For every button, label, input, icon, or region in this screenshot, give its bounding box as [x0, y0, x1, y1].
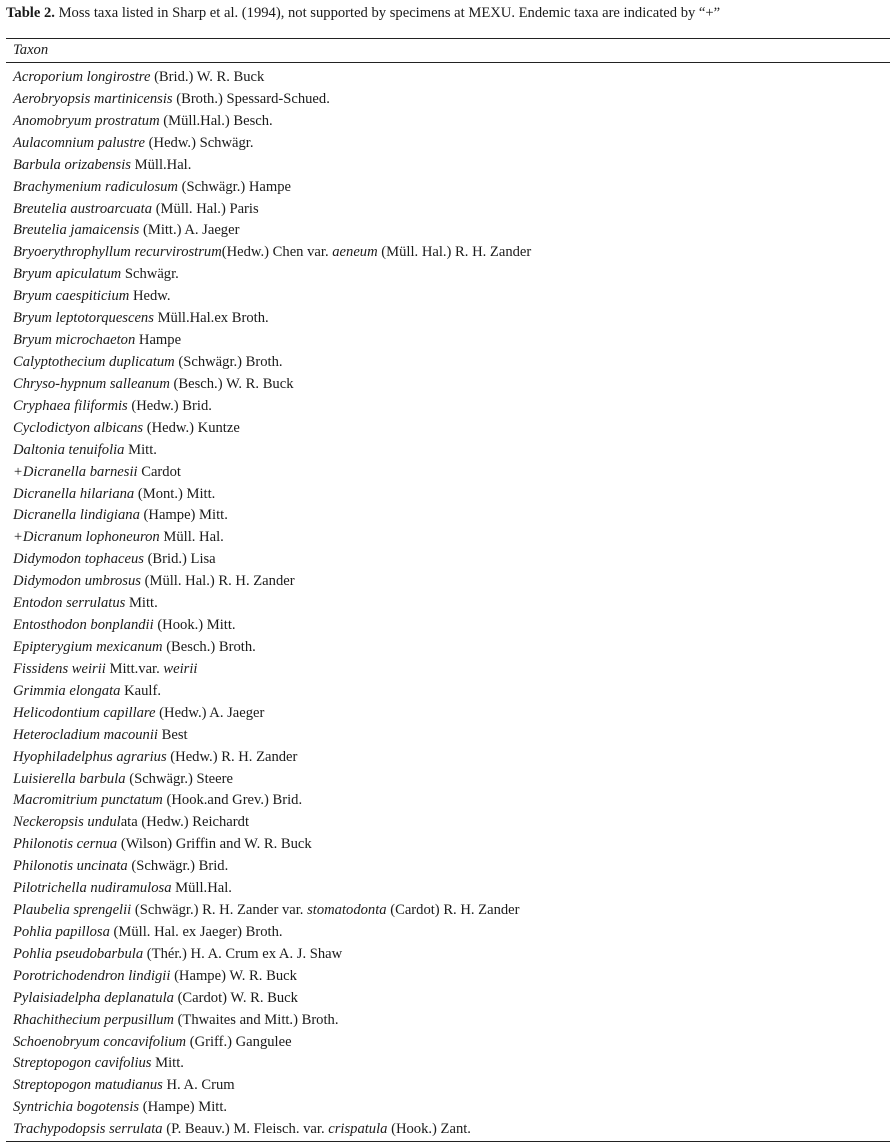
- taxon-name: Anomobryum prostratum: [13, 112, 160, 129]
- taxon-authority: Best: [157, 726, 188, 743]
- table-row: [13, 593, 883, 615]
- taxon-name: Syntrichia bogotensis: [13, 1099, 140, 1116]
- taxon-name: Dicranella lindigiana: [13, 507, 140, 524]
- taxon-authority: (Hampe) Mitt.: [139, 507, 228, 524]
- taxon-authority: (Hedw.) A. Jaeger: [155, 704, 265, 721]
- table-row: [13, 1119, 883, 1141]
- taxon-name: Bryoerythrophyllum recurvirostrum: [13, 244, 222, 261]
- table-row: [13, 878, 883, 900]
- taxon-name: Philonotis uncinata: [13, 858, 128, 875]
- table-caption: [6, 4, 890, 22]
- taxon-name: aeneum: [332, 244, 378, 261]
- taxon-authority: (Müll.Hal.) Besch.: [159, 112, 273, 129]
- taxon-name: Philonotis cernua: [13, 836, 118, 853]
- table-row: [13, 615, 883, 637]
- taxon-name: Pohlia pseudobarbula: [13, 945, 144, 962]
- taxon-authority: (Schwägr.) Brid.: [127, 858, 229, 875]
- taxon-name: Luisierella barbula: [13, 770, 126, 787]
- table-row: [13, 352, 883, 374]
- taxon-name: Pohlia papillosa: [13, 923, 110, 940]
- taxon-name: Pylaisiadelpha deplanatula: [13, 989, 174, 1006]
- taxon-name: Pilotrichella nudiramulosa: [13, 880, 172, 897]
- taxon-authority: (Hedw.) Kuntze: [143, 419, 240, 436]
- taxon-name: Chryso-hypnum salleanum: [13, 375, 170, 392]
- taxon-authority: (Brid.) Lisa: [143, 551, 216, 568]
- taxon-name: Acroporium longirostre: [13, 69, 151, 85]
- table-row: [13, 747, 883, 769]
- table-row: [13, 1010, 883, 1032]
- taxon-authority: (Hook.and Grev.) Brid.: [162, 792, 303, 809]
- taxon-name: Macromitrium punctatum: [13, 792, 163, 809]
- table-row: [13, 769, 883, 791]
- table-row: [13, 396, 883, 418]
- taxon-authority: Hedw.: [129, 288, 171, 305]
- table-row: [13, 242, 883, 264]
- taxon-authority: (P. Beauv.) M. Fleisch. var.: [162, 1121, 329, 1138]
- taxon-name: Trachypodopsis serrulata: [13, 1121, 163, 1138]
- taxon-authority: Müll. Hal.: [159, 529, 224, 546]
- table-row: [13, 440, 883, 462]
- taxon-name: Helicodontium capillare: [13, 704, 156, 721]
- taxon-authority: Müll.Hal.: [171, 880, 232, 897]
- taxon-authority: (Hedw.) Chen var.: [221, 244, 333, 261]
- taxon-authority: (Hook.) Mitt.: [153, 617, 236, 634]
- taxon-name: stomatodonta: [307, 902, 387, 919]
- taxon-name: Calyptothecium duplicatum: [13, 353, 175, 370]
- table-row: [13, 988, 883, 1010]
- table-row: [13, 111, 883, 133]
- table-row: [13, 89, 883, 111]
- table-bottom-rule: [6, 1141, 890, 1142]
- table-header-rule: [6, 62, 890, 63]
- taxon-authority: (Hedw.) Schwägr.: [145, 134, 254, 151]
- taxon-name: Cyclodictyon albicans: [13, 419, 144, 436]
- taxon-name: Bryum leptotorquescens: [13, 310, 154, 327]
- table-row: [13, 484, 883, 506]
- taxon-authority: Cardot: [137, 463, 181, 480]
- taxon-name: crispatula: [328, 1121, 388, 1138]
- taxon-name: Barbula orizabensis: [13, 156, 131, 173]
- table-row: [13, 133, 883, 155]
- taxon-authority: Mitt.: [125, 595, 158, 612]
- taxon-name: Epipterygium mexicanum: [13, 638, 163, 655]
- taxon-authority: Schwägr.: [121, 266, 179, 283]
- table-row: [13, 944, 883, 966]
- taxon-name: Heterocladium macounii: [13, 726, 158, 743]
- taxon-name: Bryum microchaeton: [13, 332, 136, 349]
- table-row: [13, 900, 883, 922]
- taxon-name: Cryphaea filiformis: [13, 397, 128, 414]
- table-row: [13, 659, 883, 681]
- table-row: [13, 308, 883, 330]
- table-row: [13, 462, 883, 484]
- table-row: [13, 966, 883, 988]
- taxon-authority: (Thér.) H. A. Crum ex A. J. Shaw: [143, 945, 343, 962]
- taxon-authority: Müll.Hal.ex Broth.: [153, 310, 269, 327]
- taxon-authority: (Müll. Hal.) R. H. Zander: [140, 573, 295, 590]
- taxon-name: Plaubelia sprengelii: [13, 902, 132, 919]
- taxon-authority: H. A. Crum: [162, 1077, 235, 1094]
- table-row: [13, 790, 883, 812]
- table-row: [13, 856, 883, 878]
- taxon-name: Bryum apiculatum: [13, 266, 122, 283]
- column-header-taxon: Taxon: [13, 42, 49, 58]
- taxon-authority: (Hook.) Zant.: [387, 1121, 471, 1138]
- taxon-name: Grimmia elongata: [13, 682, 121, 699]
- taxon-authority: (Hampe) W. R. Buck: [170, 967, 297, 984]
- taxon-list: [13, 67, 883, 1141]
- taxon-authority: Müll.Hal.: [130, 156, 192, 173]
- taxon-authority: (Müll. Hal.) Paris: [152, 200, 259, 217]
- taxon-name: Dicranella hilariana: [13, 485, 135, 502]
- taxon-authority: (Müll. Hal. ex Jaeger) Broth.: [109, 923, 283, 940]
- table-top-rule: [6, 38, 890, 39]
- table-row: [13, 571, 883, 593]
- taxon-name: Porotrichodendron lindigii: [13, 967, 171, 984]
- table-row: [13, 374, 883, 396]
- taxon-name: Neckeropsis undul: [13, 814, 121, 831]
- taxon-authority: (Besch.) Broth.: [162, 638, 256, 655]
- table-caption-text: Moss taxa listed in Sharp et al. (1994), not supported by specimens at MEXU. Endemic taxa are indicated by “+”: [54, 5, 721, 21]
- taxon-name: Entodon serrulatus: [13, 595, 126, 612]
- taxon-authority: (Besch.) W. R. Buck: [169, 375, 294, 392]
- taxon-authority: (Schwägr.) Steere: [125, 770, 233, 787]
- taxon-authority: Hampe: [135, 332, 182, 349]
- table-row: [13, 155, 883, 177]
- table-row: [13, 1075, 883, 1097]
- table-row: [13, 418, 883, 440]
- taxon-authority: (Müll. Hal.) R. H. Zander: [377, 244, 532, 261]
- taxon-authority: Mitt.: [151, 1055, 184, 1072]
- table-row: [13, 505, 883, 527]
- taxon-authority: (Cardot) W. R. Buck: [173, 989, 298, 1006]
- table-row: [13, 703, 883, 725]
- taxon-name: Didymodon tophaceus: [13, 551, 144, 568]
- table-row: [13, 725, 883, 747]
- table-row: [13, 330, 883, 352]
- table-row: [13, 264, 883, 286]
- table-caption-label: Table 2.: [6, 5, 55, 21]
- table-row: [13, 286, 883, 308]
- taxon-name: Bryum caespiticium: [13, 288, 130, 305]
- taxon-name: +Dicranum lophoneuron: [13, 529, 160, 546]
- taxon-name: Breutelia jamaicensis: [13, 222, 140, 239]
- table-row: [13, 834, 883, 856]
- taxon-authority: (Hedw.) R. H. Zander: [166, 748, 298, 765]
- table-row: [13, 199, 883, 221]
- taxon-authority: Mitt.var.: [105, 660, 164, 677]
- taxon-name: Brachymenium radiculosum: [13, 178, 178, 195]
- taxon-authority: (Cardot) R. H. Zander: [386, 902, 520, 919]
- table-row: [13, 1097, 883, 1119]
- taxon-authority: (Mitt.) A. Jaeger: [139, 222, 240, 239]
- taxon-authority: (Broth.) Spessard-Schued.: [172, 90, 330, 107]
- table-row: [13, 1032, 883, 1054]
- taxon-authority: (Schwägr.) R. H. Zander var.: [131, 902, 308, 919]
- taxon-name: Aerobryopsis martinicensis: [13, 90, 173, 107]
- taxon-name: Fissidens weirii: [13, 660, 106, 677]
- table-row: [13, 812, 883, 834]
- taxon-authority: (Wilson) Griffin and W. R. Buck: [117, 836, 312, 853]
- taxon-name: +Dicranella barnesii: [13, 463, 138, 480]
- table-row: [13, 220, 883, 242]
- taxon-authority: Kaulf.: [120, 682, 161, 699]
- taxon-authority: ata (Hedw.) Reichardt: [120, 814, 249, 831]
- table-row: [13, 527, 883, 549]
- taxon-authority: (Schwägr.) Hampe: [177, 178, 292, 195]
- taxon-authority: (Griff.) Gangulee: [186, 1033, 292, 1050]
- taxon-authority: (Mont.) Mitt.: [134, 485, 216, 502]
- taxon-authority: (Hedw.) Brid.: [127, 397, 212, 414]
- taxon-authority: Mitt.: [124, 441, 157, 458]
- taxon-name: Breutelia austroarcuata: [13, 200, 153, 217]
- taxon-name: Aulacomnium palustre: [13, 134, 146, 151]
- table-row: [13, 681, 883, 703]
- taxon-name: Daltonia tenuifolia: [13, 441, 125, 458]
- taxon-authority: (Hampe) Mitt.: [139, 1099, 228, 1116]
- taxon-name: Hyophiladelphus agrarius: [13, 748, 167, 765]
- taxon-authority: (Schwägr.) Broth.: [174, 353, 283, 370]
- taxon-name: Didymodon umbrosus: [13, 573, 141, 590]
- taxon-name: Rhachithecium perpusillum: [13, 1011, 174, 1028]
- taxon-name: Streptopogon matudianus: [13, 1077, 163, 1094]
- table-row: [13, 1053, 883, 1075]
- taxon-name: Schoenobryum concavifolium: [13, 1033, 187, 1050]
- table-row: [13, 549, 883, 571]
- taxon-authority: (Brid.) W. R. Buck: [150, 69, 265, 85]
- table-row: [13, 922, 883, 944]
- taxon-name: Streptopogon cavifolius: [13, 1055, 152, 1072]
- table-row: [13, 637, 883, 659]
- table-row: [13, 177, 883, 199]
- taxon-authority: (Thwaites and Mitt.) Broth.: [173, 1011, 339, 1028]
- taxon-name: weirii: [163, 660, 198, 677]
- taxon-name: Entosthodon bonplandii: [13, 617, 154, 634]
- table-row: [13, 67, 883, 89]
